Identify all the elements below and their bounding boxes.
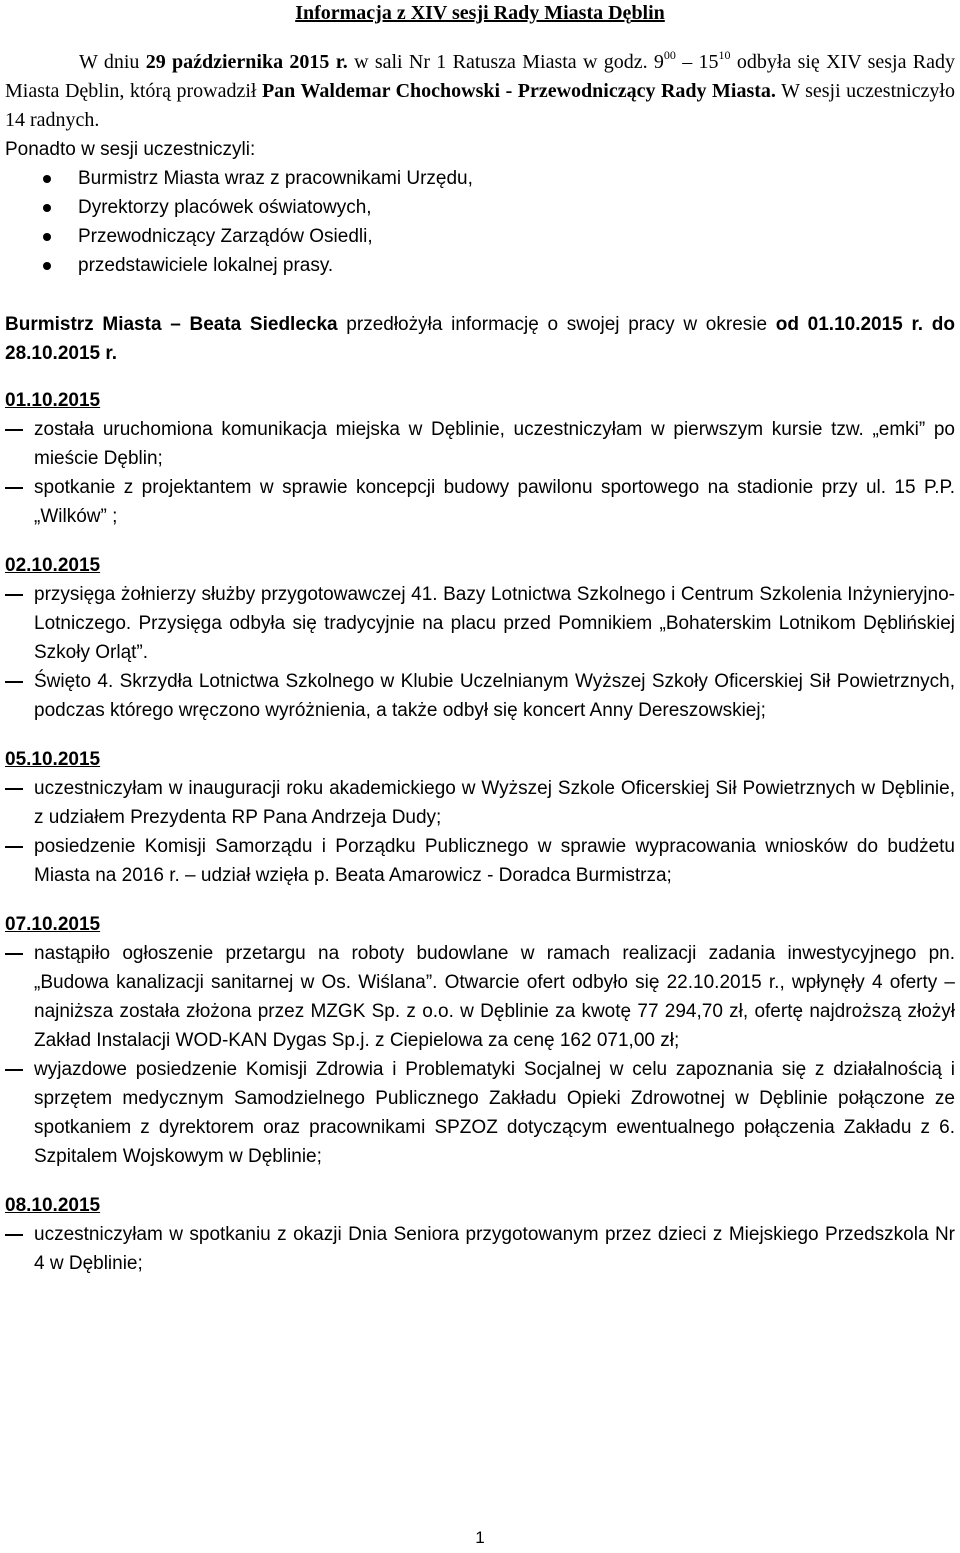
dash-icon [5, 681, 23, 683]
session-date: 29 października 2015 r. [145, 51, 348, 73]
day-date-heading: 05.10.2015 [5, 749, 101, 770]
day-item: uczestniczyłam w inauguracji roku akademickiego w Wyższej Szkole Oficerskiej Sił Powietrznych w Dęblinie, z udziałem Prezydenta RP Pana Andrzeja Dudy; [5, 774, 955, 832]
day-item: uczestniczyłam w spotkaniu z okazji Dnia Seniora przygotowanym przez dzieci z Miejskiego Przedszkola Nr 4 w Dęblinie; [5, 1220, 955, 1278]
dash-icon [5, 487, 23, 489]
bullet-icon [43, 233, 51, 241]
bullet-icon [43, 262, 51, 270]
day-date-heading: 02.10.2015 [5, 555, 101, 576]
intro-text-3: – 15 [675, 51, 719, 73]
day-items [5, 939, 955, 1171]
dash-icon [5, 788, 23, 790]
day-items [5, 580, 955, 725]
report-sections [5, 386, 955, 1278]
bullet-icon [43, 175, 51, 183]
participant-item: przedstawiciele lokalnej prasy. [5, 251, 955, 280]
dash-icon [5, 953, 23, 955]
participant-item: Dyrektorzy placówek oświatowych, [5, 193, 955, 222]
dash-icon [5, 1234, 23, 1236]
dash-icon [5, 429, 23, 431]
day-date-heading: 07.10.2015 [5, 914, 101, 935]
intro-paragraph [5, 48, 955, 135]
session-chair: Pan Waldemar Chochowski - Przewodniczący Rady Miasta. [261, 80, 776, 102]
day-item: przysięga żołnierzy służby przygotowawczej 41. Bazy Lotnictwa Szkolnego i Centrum Szkolenia Inżynieryjno-Lotniczego. Przysięga odbyła się tradycyjnie na placu przed Pomnikiem „Bohaterskim Lotnikom Dęblińskiej Szkoły Orląt”. [5, 580, 955, 667]
dash-icon [5, 846, 23, 848]
day-item: posiedzenie Komisji Samorządu i Porządku Publicznego w sprawie wypracowania wniosków do budżetu Miasta na 2016 r. – udział wzięła p. Beata Amarowicz - Doradca Burmistrza; [5, 832, 955, 890]
end-minutes: 10 [718, 48, 731, 62]
participants-block [5, 135, 955, 280]
day-item: wyjazdowe posiedzenie Komisji Zdrowia i Problematyki Socjalnej w celu zapoznania się z działalnością i sprzętem medycznym Samodzielnego Publicznego Zakładu Opieki Zdrowotnej w Dęblinie połączone ze spotkaniem z dyrektorem oraz pracownikami SPZOZ dotyczącym ewentualnego połączenia Zakładu z 6. Szpitalem Wojskowym w Dęblinie; [5, 1055, 955, 1171]
intro-text-5: W sesji uczestniczyło 14 radnych. [5, 80, 955, 131]
dash-icon [5, 1069, 23, 1071]
bullet-icon [43, 204, 51, 212]
report-text: przedłożyła informację o swojej pracy w okresie [337, 314, 776, 335]
mayor-name: Burmistrz Miasta – Beata Siedlecka [5, 314, 338, 335]
participant-item: Burmistrz Miasta wraz z pracownikami Urzędu, [5, 164, 955, 193]
participants-heading: Ponadto w sesji uczestniczyli: [5, 139, 256, 160]
day-section [5, 551, 955, 725]
day-date-heading: 01.10.2015 [5, 390, 101, 411]
day-items [5, 1220, 955, 1278]
day-section [5, 1191, 955, 1278]
day-item: Święto 4. Skrzydła Lotnictwa Szkolnego w Klubie Uczelnianym Wyższej Szkoły Oficerskiej Sił Powietrznych, podczas którego wręczono wyróżnienia, a także odbył się koncert Anny Dereszowskiej; [5, 667, 955, 725]
day-item: spotkanie z projektantem w sprawie koncepcji budowy pawilonu sportowego na stadionie przy ul. 15 P.P. „Wilków” ; [5, 473, 955, 531]
intro-text-2: w sali Nr 1 Ratusza Miasta w godz. 9 [347, 51, 664, 73]
start-minutes: 00 [663, 48, 676, 62]
dash-icon [5, 594, 23, 596]
day-date-heading: 08.10.2015 [5, 1195, 101, 1216]
document-title: Informacja z XIV sesji Rady Miasta Dęblin [295, 2, 665, 24]
page-number: 1 [475, 1528, 485, 1547]
day-items [5, 774, 955, 890]
participant-item: Przewodniczący Zarządów Osiedli, [5, 222, 955, 251]
document-page [5, 0, 955, 1278]
participants-list [5, 164, 955, 280]
intro-text-4: odbyła się XIV sesja Rady Miasta Dęblin, którą prowadził [5, 51, 956, 102]
day-items [5, 415, 955, 531]
day-item: nastąpiło ogłoszenie przetargu na roboty budowlane w ramach realizacji zadania inwestycyjnego pn. „Budowa kanalizacji sanitarnej w Os. Wiślana”. Otwarcie ofert odbyło się 22.10.2015 r., wpłynęły 4 oferty – najniższa została złożona przez MZGK Sp. z o.o. w Dęblinie za kwotę 77 294,70 zł, ofertę najdroższą złożył Zakład Instalacji WOD-KAN Dygas Sp.j. z Ciepielowa za cenę 162 071,00 zł; [5, 939, 955, 1055]
report-period: od 01.10.2015 r. do 28.10.2015 r. [5, 314, 955, 364]
day-section [5, 386, 955, 531]
day-section [5, 910, 955, 1171]
day-section [5, 745, 955, 890]
day-item: została uruchomiona komunikacja miejska w Dęblinie, uczestniczyłam w pierwszym kursie tzw. „emki” po mieście Dęblin; [5, 415, 955, 473]
intro-text-1: W dniu [79, 51, 146, 73]
mayor-report-intro [5, 310, 955, 368]
